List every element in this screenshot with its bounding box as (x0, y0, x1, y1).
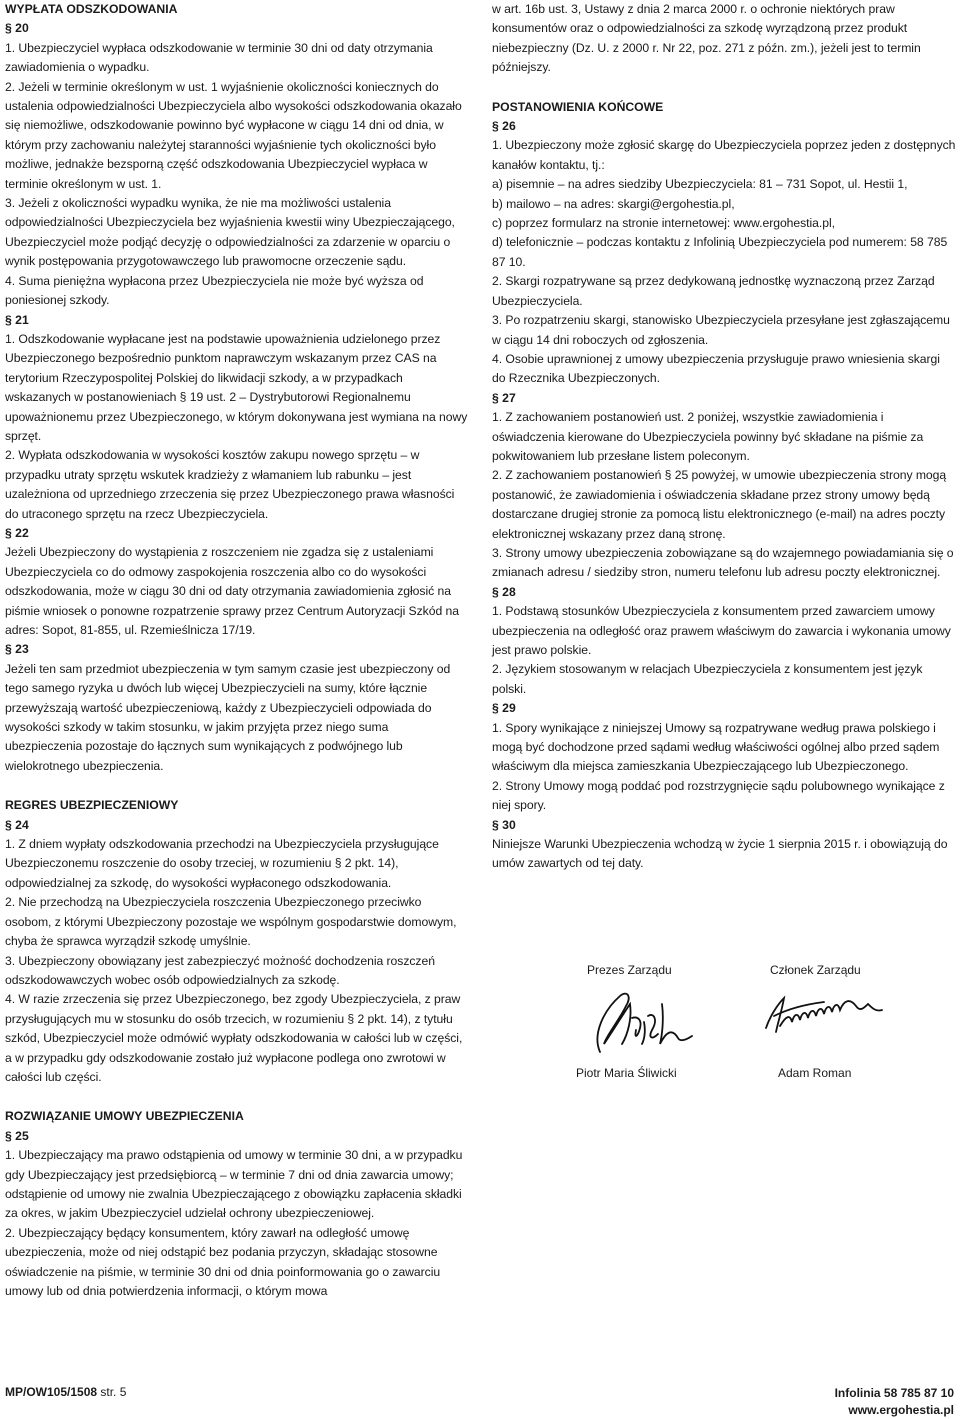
hotline-number: Infolinia 58 785 87 10 (834, 1386, 954, 1400)
clause-text: b) mailowo – na adres: skargi@ergohestia.pl, (492, 196, 735, 211)
footer-contact (835, 1385, 954, 1419)
section-heading: REGRES UBEZPIECZENIOWY (5, 798, 179, 813)
paragraph-number: § 23 (5, 642, 29, 657)
clause-text: 1. Podstawą stosunków Ubezpieczyciela z konsumentem przed zawarciem umowy ubezpieczenia na odległość oraz prawem właściwym do zawarcia i wykonania umowy jest prawo polskie. (492, 604, 951, 657)
clause-text: 1. Z zachowaniem postanowień ust. 2 poniżej, wszystkie zawiadomienia i oświadczenia kierowane do Ubezpieczyciela powinny być składane na piśmie za pokwitowaniem lub przesłane listem poleconym. (492, 410, 924, 463)
paragraph-number: § 20 (5, 21, 29, 36)
board-member-signature (760, 986, 890, 1046)
signature-block (560, 960, 900, 1100)
paragraph-number: § 24 (5, 817, 29, 832)
section-heading: WYPŁATA ODSZKODOWANIA (5, 2, 178, 16)
clause-text: 2. Skargi rozpatrywane są przez dedykowaną jednostkę wyznaczoną przez Zarząd Ubezpieczyciela. (492, 274, 935, 308)
clause-text: 2. Wypłata odszkodowania w wysokości kosztów zakupu nowego sprzętu – w przypadku utraty sprzętu wskutek kradzieży z włamaniem lub rabunku – jest uzależniona od uprzedniego zrzeczenia się przez Ubezpieczonego prawa własności do utraconego sprzętu na rzecz Ubezpieczyciela. (5, 448, 455, 521)
clause-text: 1. Ubezpieczony może zgłosić skargę do Ubezpieczyciela poprzez jeden z dostępnych kanałów kontaktu, tj.: (492, 138, 956, 172)
clause-text: c) poprzez formularz na stronie internetowej: www.ergohestia.pl, (492, 216, 835, 231)
website-link[interactable]: www.ergohestia.pl (848, 1403, 954, 1417)
clause-text: 2. Z zachowaniem postanowień § 25 powyżej, w umowie ubezpieczenia strony mogą postanowić, że zawiadomienia i oświadczenia składane przez strony umowy będą dostarczane drugiej stronie za pomocą listu elektronicznego (e-mail) na adres poczty elektronicznej wskazany przez daną stronę. (492, 468, 947, 541)
clause-text: 1. Ubezpieczający ma prawo odstąpienia od umowy w terminie 30 dni, a w przypadku gdy Ubezpieczający jest przedsiębiorcą – w terminie 7 dni od dnia zawarcia umowy; odstąpienie od umowy nie zwalnia Ubezpieczającego z obowiązku zapłacenia składki za okres, w jakim Ubezpieczyciel udzielał ochrony ubezpieczeniowej. (5, 1148, 463, 1221)
president-name: Piotr Maria Śliwicki (576, 1066, 677, 1080)
clause-text: 1. Odszkodowanie wypłacane jest na podstawie upoważnienia udzielonego przez Ubezpieczonego bezpośrednio punktom naprawczym wskazanym przez CAS na terytorium Rzeczypospolitej Polskiej do likwidacji szkody, a w przypadkach wskazanych w postanowieniach § 19 ust. 2 – Dystrybutorowi Regionalnemu upoważnionemu przez Ubezpieczonego, w którym dokonywana jest wymiana na nowy sprzęt. (5, 331, 468, 443)
section-spacer (5, 1087, 468, 1107)
clause-text: w art. 16b ust. 3, Ustawy z dnia 2 marca 2000 r. o ochronie niektórych praw konsumentów oraz o odpowiedzialności za szkodę wyrządzoną przez produkt niebezpieczny (Dz. U. z 2000 r. Nr 22, poz. 271 z późn. zm.), jeżeli jest to termin późniejszy. (492, 2, 921, 75)
clause-text: 2. Ubezpieczający będący konsumentem, który zawarł na odległość umowę ubezpieczenia, może od niej odstąpić bez podania przyczyn, składając stosowne oświadczenie na piśmie, w terminie 30 dni od dnia poinformowania go o zawarciu umowy lub od dnia potwierdzenia informacji, o którym mowa (5, 1225, 441, 1298)
board-member-name: Adam Roman (778, 1066, 852, 1080)
clause-text: d) telefonicznie – podczas kontaktu z Infolinią Ubezpieczyciela pod numerem: 58 785 87 10. (492, 235, 948, 269)
clause-text: 3. Jeżeli z okoliczności wypadku wynika, że nie ma możliwości ustalenia odpowiedzialności Ubezpieczyciela bez wyjaśnienia kwestii winy Ubezpieczającego, Ubezpieczyciel może podjąć decyzję o odpowiedzialności za zdarzenie w oparciu o wynik postępowania przygotowawczego lub prawomocne orzeczenie sądu. (5, 196, 455, 269)
document-code: MP/OW105/1508 (5, 1385, 98, 1399)
section-heading: POSTANOWIENIA KOŃCOWE (492, 99, 664, 114)
clause-text: 3. Strony umowy ubezpieczenia zobowiązane są do wzajemnego powiadamiania się o zmianach adresu / siedziby stron, numeru telefonu lub adresu poczty elektronicznej. (492, 545, 954, 580)
clause-text: 2. Jeżeli w terminie określonym w ust. 1 wyjaśnienie okoliczności koniecznych do ustalenia odpowiedzialności Ubezpieczyciela albo wysokości odszkodowania okazało się niemożliwe, odszkodowanie powinno być wypłacone w ciągu 14 dni od dnia, w którym przy zachowaniu należytej staranności wyjaśnienie tych okoliczności było możliwe, jednakże bezsporną część odszkodowania Ubezpieczyciel wypłaca w terminie określonym w ust. 1. (5, 79, 462, 191)
left-column (5, 0, 468, 1301)
paragraph-number: § 30 (492, 817, 516, 832)
president-title: Prezes Zarządu (587, 963, 672, 977)
clause-text: 2. Językiem stosowanym w relacjach Ubezpieczyciela z konsumentem jest język polski. (492, 662, 923, 696)
clause-text: Niniejsze Warunki Ubezpieczenia wchodzą w życie 1 sierpnia 2015 r. i obowiązują do umów zawartych od tej daty. (492, 837, 948, 871)
paragraph-number: § 22 (5, 525, 29, 540)
clause-text: 4. Osobie uprawnionej z umowy ubezpieczenia przysługuje prawo wniesienia skargi do Rzecznika Ubezpieczonych. (492, 351, 940, 386)
board-member-title: Członek Zarządu (770, 963, 861, 977)
clause-text: 4. Suma pieniężna wypłacona przez Ubezpieczyciela nie może być wyższa od poniesionej szkody. (5, 273, 424, 308)
clause-text: 2. Nie przechodzą na Ubezpieczyciela roszczenia Ubezpieczonego przeciwko osobom, z którymi Ubezpieczony pozostaje we wspólnym gospodarstwie domowym, chyba że sprawca wyrządził szkodę umyślnie. (5, 895, 457, 949)
paragraph-number: § 29 (492, 701, 516, 716)
paragraph-number: § 25 (5, 1128, 29, 1143)
footer-document-code (5, 1385, 126, 1399)
clause-text: 2. Strony Umowy mogą poddać pod rozstrzygnięcie sądu polubownego wynikające z niej spory. (492, 778, 945, 813)
paragraph-number: § 21 (5, 312, 29, 327)
right-column (492, 0, 956, 874)
clause-text: a) pisemnie – na adres siedziby Ubezpieczyciela: 81 – 731 Sopot, ul. Hestii 1, (492, 177, 908, 192)
clause-text: 1. Spory wynikające z niniejszej Umowy są rozpatrywane według prawa polskiego i mogą być dochodzone przed sądami według właściwości ogólnej albo przed sądem właściwym dla miejsca zamieszkania Ubezpieczającego lub Ubezpieczonego. (492, 720, 940, 774)
section-spacer (492, 78, 956, 98)
president-signature (582, 982, 702, 1062)
clause-text: 3. Po rozpatrzeniu skargi, stanowisko Ubezpieczyciela przesyłane jest zgłaszającemu w ciągu 14 dni roboczych od zgłoszenia. (492, 313, 950, 347)
paragraph-number: § 26 (492, 119, 516, 134)
section-heading: ROZWIĄZANIE UMOWY UBEZPIECZENIA (5, 1109, 244, 1124)
paragraph-number: § 27 (492, 390, 516, 405)
clause-text: 1. Ubezpieczyciel wypłaca odszkodowanie w terminie 30 dni od daty otrzymania zawiadomienia o wypadku. (5, 40, 433, 75)
clause-text: 1. Z dniem wypłaty odszkodowania przechodzi na Ubezpieczyciela przysługujące Ubezpieczonemu roszczenie do osoby trzeciej, w rozumieniu § 2 pkt. 14), odpowiedzialnej za szkodę, do wysokości wypłaconego odszkodowania. (5, 837, 439, 890)
clause-text: 4. W razie zrzeczenia się przez Ubezpieczonego, bez zgody Ubezpieczyciela, z praw przysługujących mu w stosunku do osób trzecich, w rozumieniu § 2 pkt. 14), z tytułu szkód, Ubezpieczyciel może odmówić wypłaty odszkodowania w całości lub w części, a w przypadku gdy odszkodowanie zostało już wypłacone podlega ono zwrotowi w całości lub części. (5, 992, 463, 1084)
clause-text: Jeżeli Ubezpieczony do wystąpienia z roszczeniem nie zgadza się z ustaleniami Ubezpieczyciela co do odmowy zaspokojenia roszczenia albo co do wysokości odszkodowania, może w ciągu 30 dni od daty otrzymania zawiadomienia zgłosić na piśmie wniosek o ponowne rozpatrzenie sprawy przez Centrum Autoryzacji Szkód na adres: Sopot, 81-855, ul. Rzemieślnicza 17/19. (5, 545, 459, 637)
page-number: str. 5 (100, 1385, 127, 1399)
section-spacer (5, 776, 468, 796)
clause-text: Jeżeli ten sam przedmiot ubezpieczenia w tym samym czasie jest ubezpieczony od tego samego ryzyka u dwóch lub więcej Ubezpieczycieli na sumy, które łącznie przewyższają wartość ubezpieczeniową, każdy z Ubezpieczycieli odpowiada do wysokości szkody w takim stosunku, w jakim przyjęta przez niego suma ubezpieczenia pozostaje do łącznych sum wynikających z podwójnego lub wielokrotnego ubezpieczenia. (5, 661, 451, 773)
clause-text: 3. Ubezpieczony obowiązany jest zabezpieczyć możność dochodzenia roszczeń odszkodowawczych wobec osób odpowiedzialnych za szkodę. (5, 953, 435, 987)
paragraph-number: § 28 (492, 584, 516, 599)
